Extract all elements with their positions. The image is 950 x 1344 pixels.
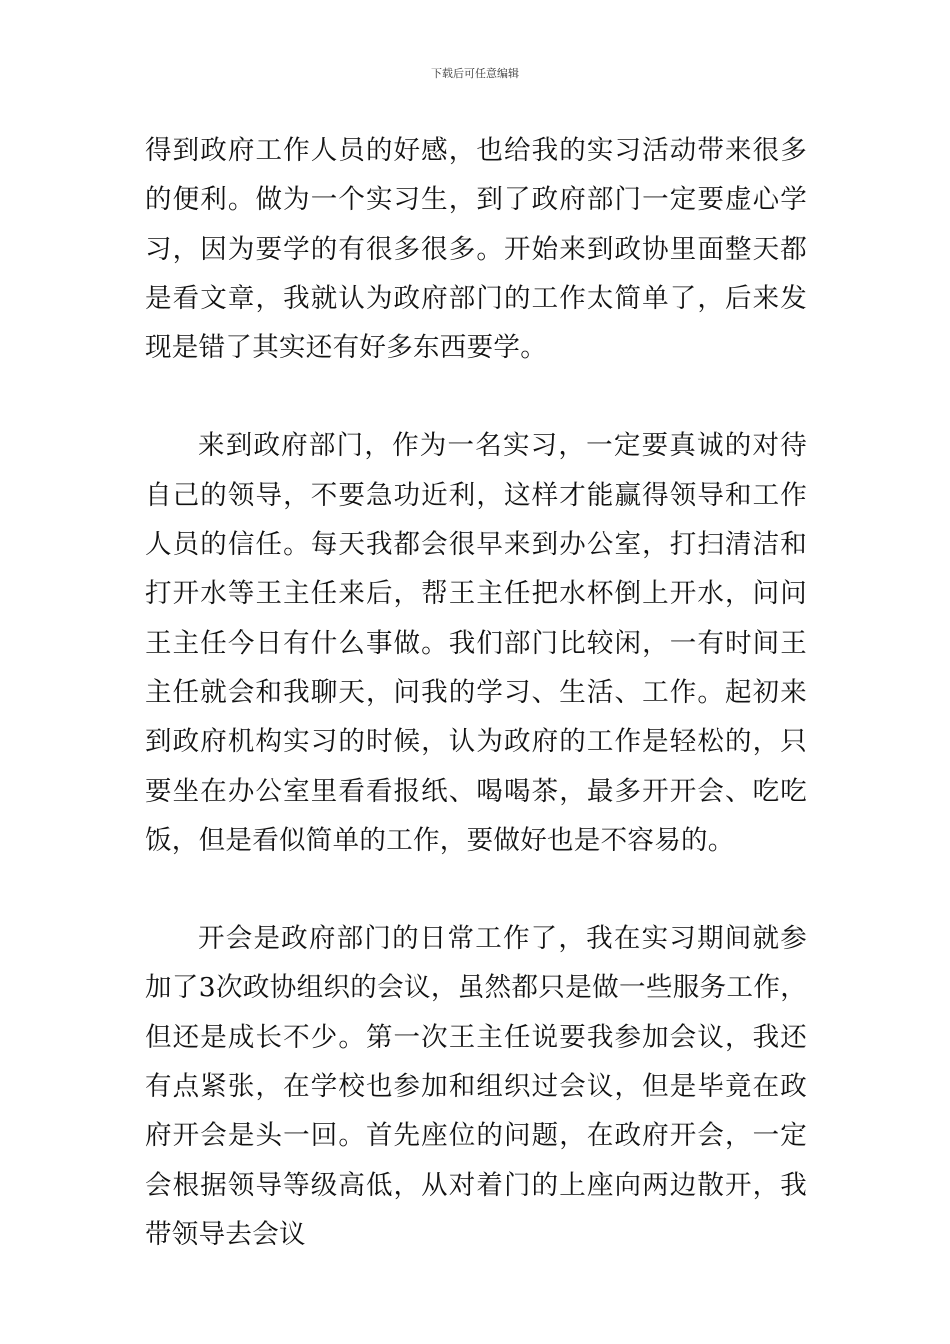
paragraph-spacer xyxy=(145,865,807,914)
paragraph: 来到政府部门，作为一名实习，一定要真诚的对待自己的领导，不要急功近利，这样才能赢得领导和工作人员的信任。每天我都会很早来到办公室，打扫清洁和打开水等王主任来后，帮王主任把水杯倒上开水，问问王主任今日有什么事做。我们部门比较闲，一有时间王主任就会和我聊天，问我的学习、生活、工作。起初来到政府机构实习的时候，认为政府的工作是轻松的，只要坐在办公室里看看报纸、喝喝茶，最多开开会、吃吃饭，但是看似简单的工作，要做好也是不容易的。 xyxy=(145,430,807,856)
paragraph: 开会是政府部门的日常工作了，我在实习期间就参加了3次政协组织的会议，虽然都只是做一些服务工作，但还是成长不少。第一次王主任说要我参加会议，我还有点紧张，在学校也参加和组织过会议，但是毕竟在政府开会是头一回。首先座位的问题，在政府开会，一定会根据领导等级高低，从对着门的上座向两边散开，我带领导去会议 xyxy=(145,923,807,1250)
paragraph-spacer xyxy=(145,372,807,421)
page-header: 下载后可任意编辑 xyxy=(431,67,519,80)
paragraph: 得到政府工作人员的好感，也给我的实习活动带来很多的便利。做为一个实习生，到了政府部门一定要虚心学习，因为要学的有很多很多。开始来到政协里面整天都是看文章，我就认为政府部门的工作太简单了，后来发现是错了其实还有好多东西要学。 xyxy=(145,135,807,364)
document-body xyxy=(145,126,807,1259)
